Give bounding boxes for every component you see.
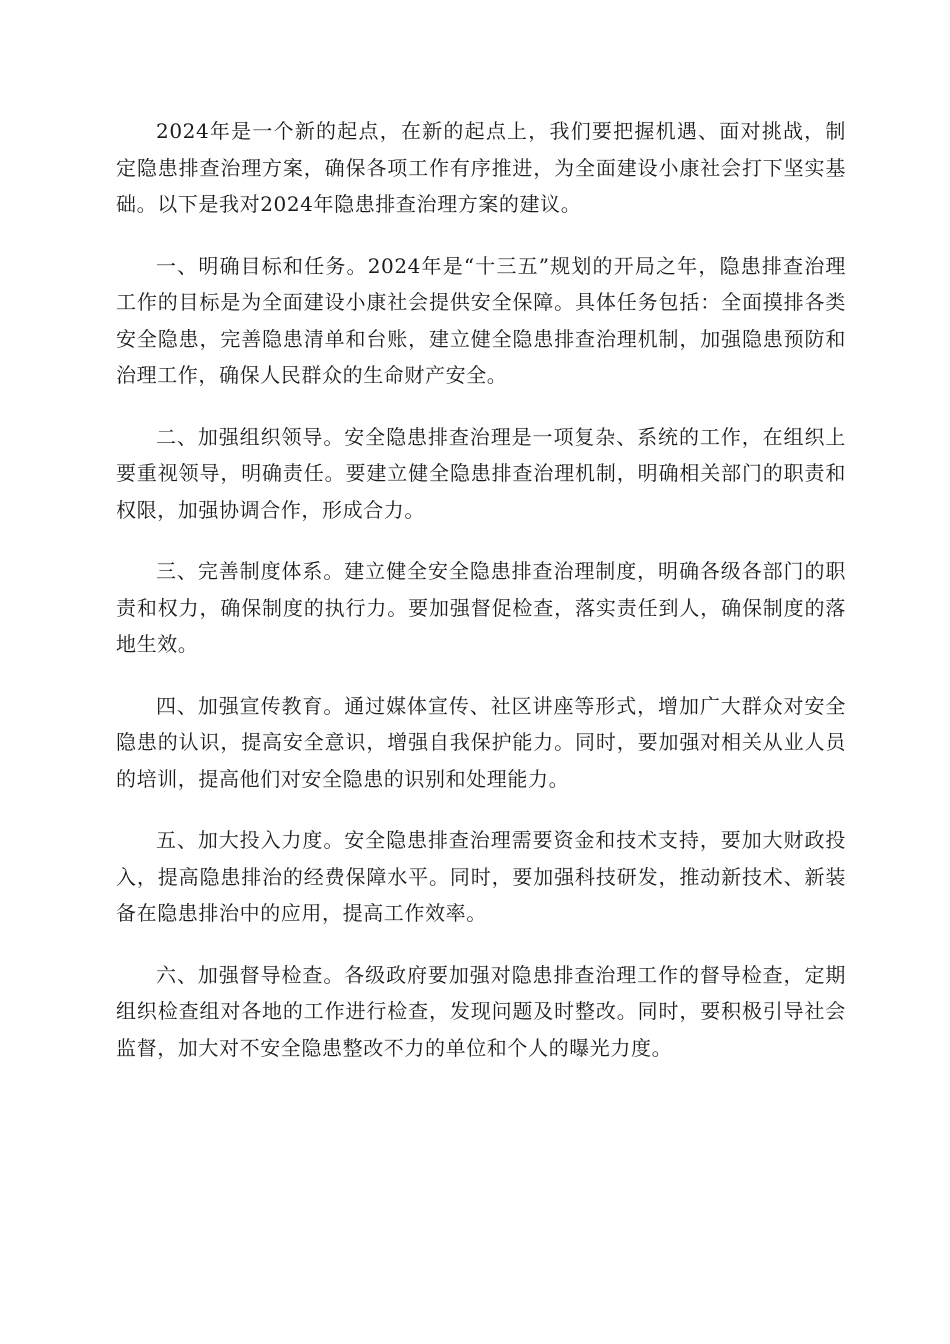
section-5-paragraph: 五、加大投入力度。安全隐患排查治理需要资金和技术支持，要加大财政投入，提高隐患排治的经费保障水平。同时，要加强科技研发，推动新技术、新装备在隐患排治中的应用，提高工作效率。 xyxy=(116,828,846,925)
document-body xyxy=(116,113,846,1091)
section-3-paragraph: 三、完善制度体系。建立健全安全隐患排查治理制度，明确各级各部门的职责和权力，确保制度的执行力。要加强督促检查，落实责任到人，确保制度的落地生效。 xyxy=(116,559,846,656)
section-4-paragraph: 四、加强宣传教育。通过媒体宣传、社区讲座等形式，增加广大群众对安全隐患的认识，提高安全意识，增强自我保护能力。同时，要加强对相关从业人员的培训，提高他们对安全隐患的识别和处理能力。 xyxy=(116,693,846,791)
section-1-paragraph: 一、明确目标和任务。2024年是“十三五”规划的开局之年，隐患排查治理工作的目标是为全面建设小康社会提供安全保障。具体任务包括：全面摸排各类安全隐患，完善隐患清单和台账，建立健全隐患排查治理机制，加强隐患预防和治理工作，确保人民群众的生命财产安全。 xyxy=(116,253,846,387)
section-6-paragraph: 六、加强督导检查。各级政府要加强对隐患排查治理工作的督导检查，定期组织检查组对各地的工作进行检查，发现问题及时整改。同时，要积极引导社会监督，加大对不安全隐患整改不力的单位和个人的曝光力度。 xyxy=(116,962,846,1060)
section-2-paragraph: 二、加强组织领导。安全隐患排查治理是一项复杂、系统的工作，在组织上要重视领导，明确责任。要建立健全隐患排查治理机制，明确相关部门的职责和权限，加强协调合作，形成合力。 xyxy=(116,424,846,522)
intro-paragraph: 2024年是一个新的起点，在新的起点上，我们要把握机遇、面对挑战，制定隐患排查治理方案，确保各项工作有序推进，为全面建设小康社会打下坚实基础。以下是我对2024年隐患排查治理方案的建议。 xyxy=(116,119,846,216)
